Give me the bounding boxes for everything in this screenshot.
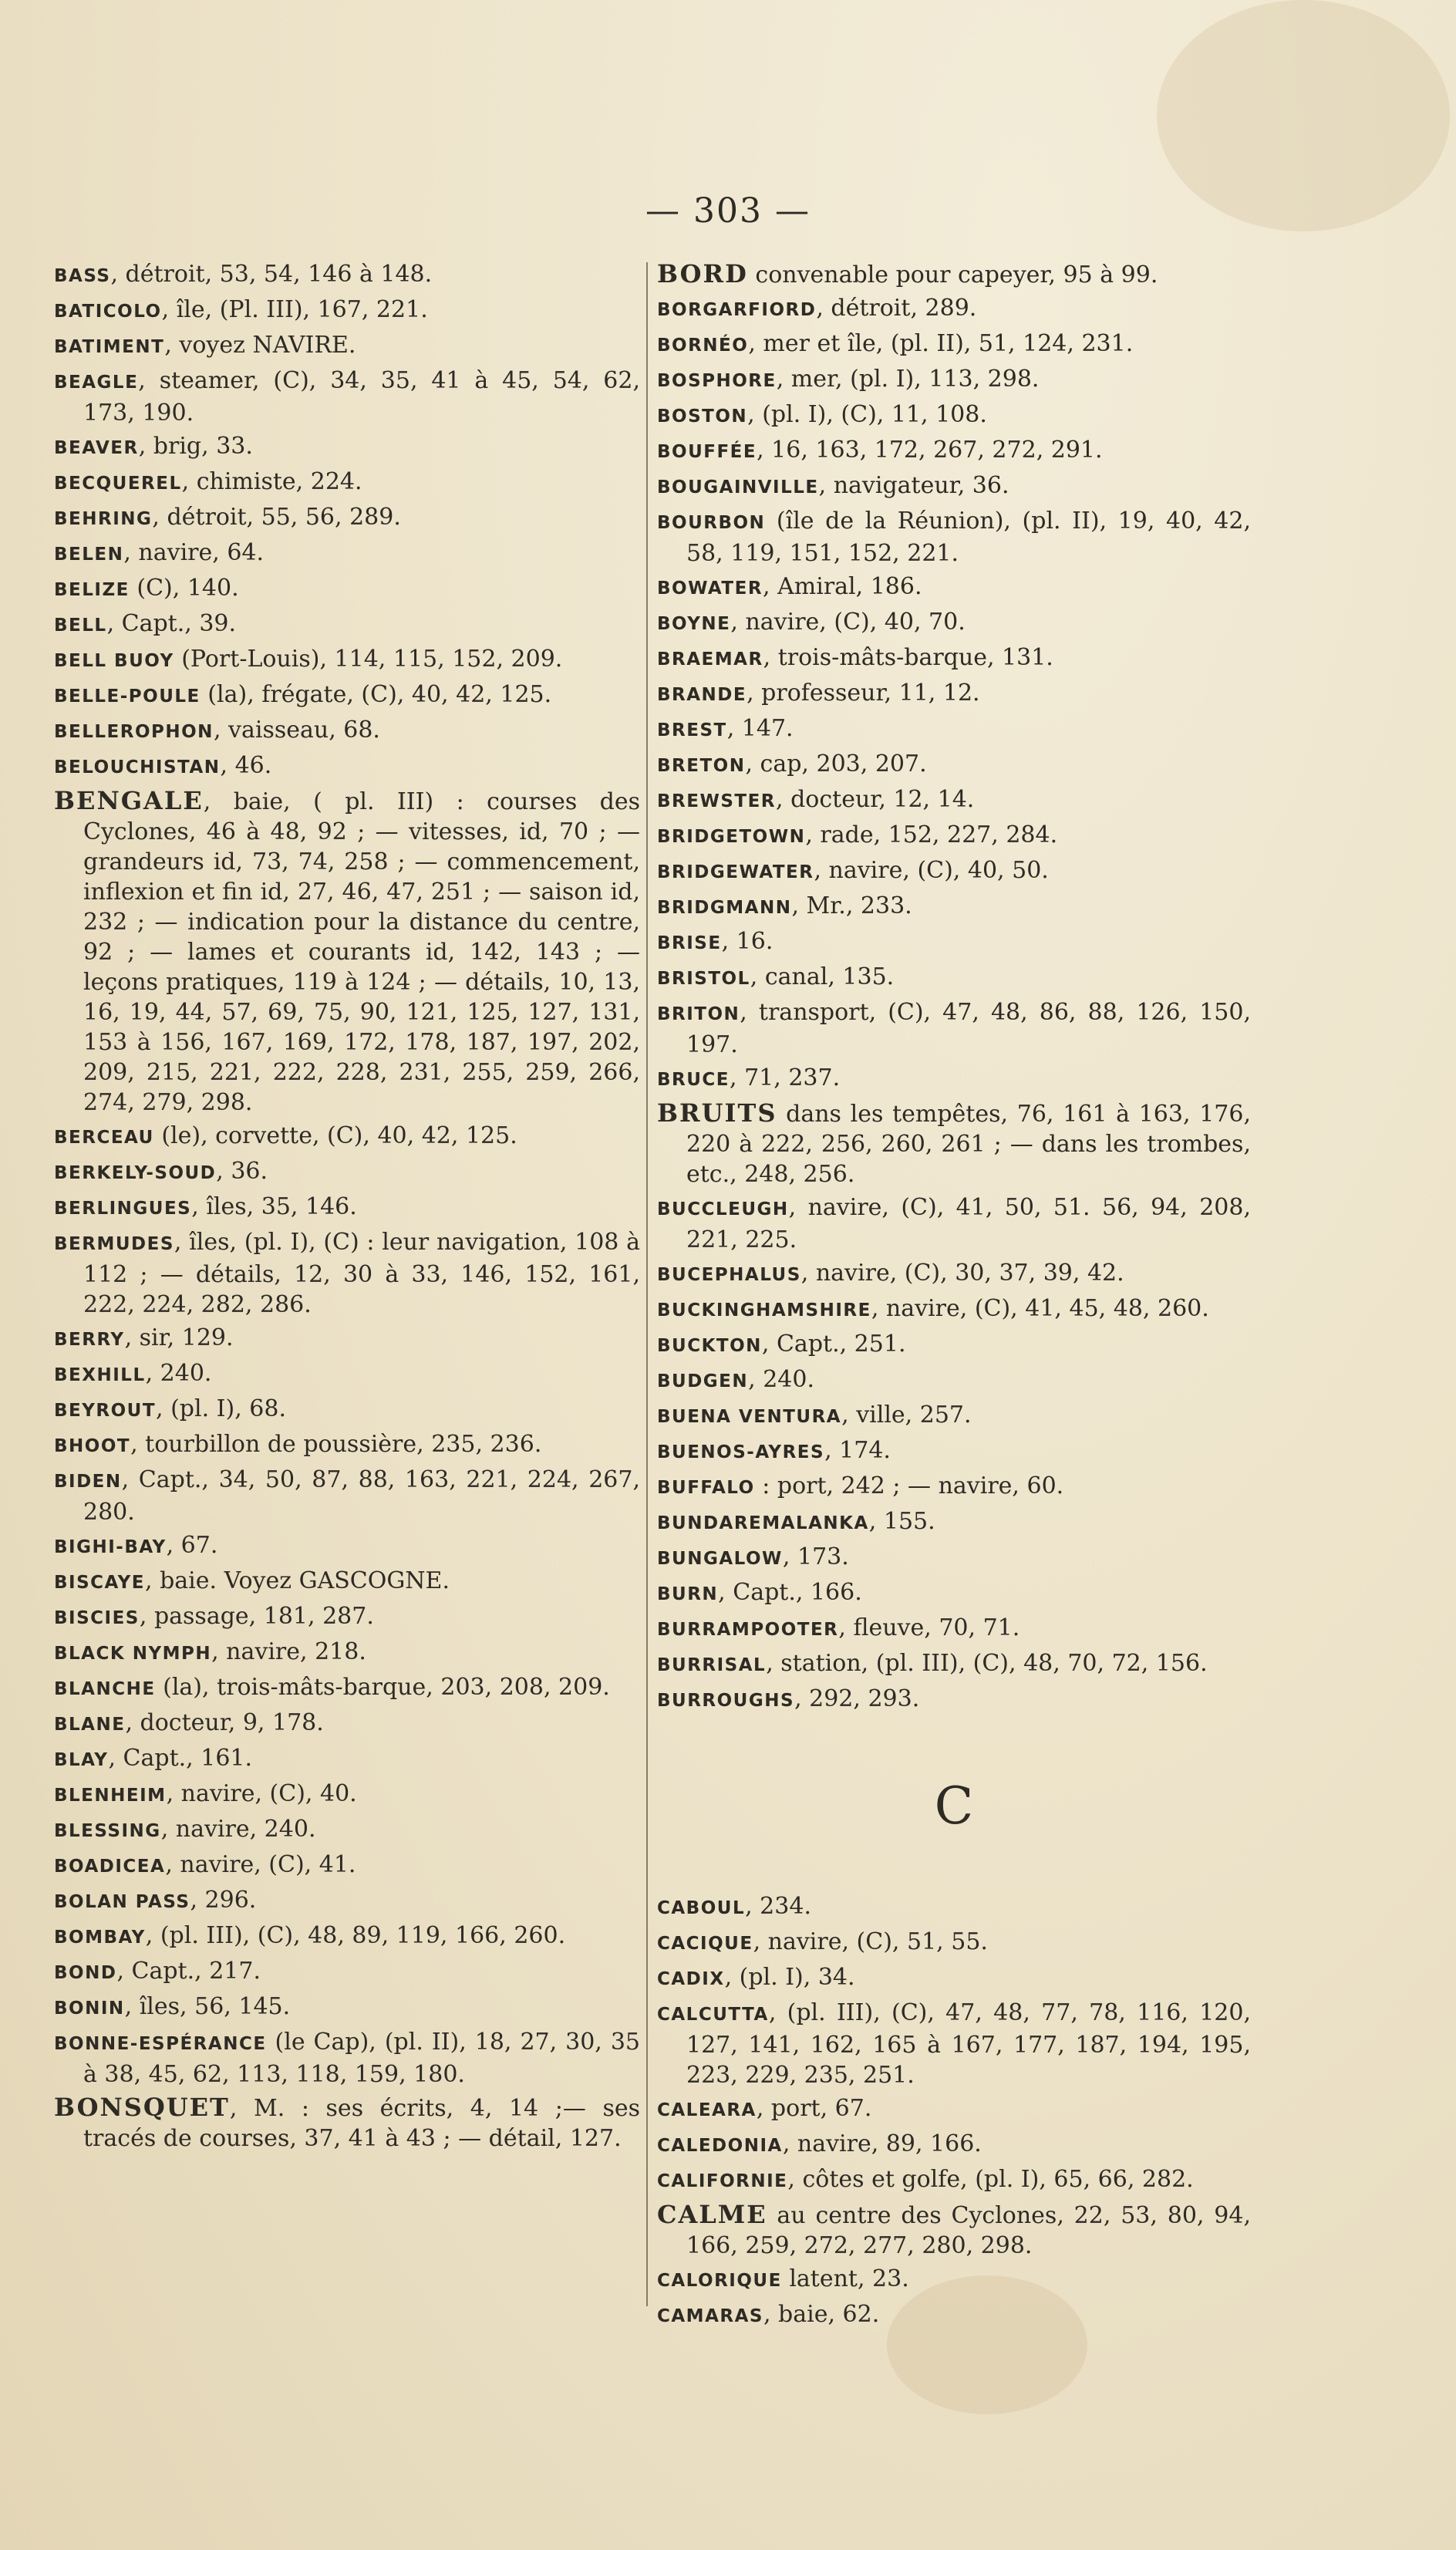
entry-heading: BASS xyxy=(54,266,111,286)
index-entry xyxy=(657,713,1251,746)
index-entry xyxy=(54,644,640,676)
index-entry xyxy=(54,1429,640,1462)
entry-heading: BRIDGEWATER xyxy=(657,862,814,882)
entry-heading: BUDGEN xyxy=(657,1371,749,1391)
entry-references: , îles, 35, 146. xyxy=(191,1193,357,1220)
entry-references: , Mr., 233. xyxy=(791,892,912,919)
entry-heading: BUCCLEUGH xyxy=(657,1199,789,1219)
entry-heading: CADIX xyxy=(657,1969,725,1989)
entry-references: , rade, 152, 227, 284. xyxy=(805,821,1058,848)
entry-references: , cap, 203, 207. xyxy=(745,750,927,777)
entry-heading: BLENHEIM xyxy=(54,1786,167,1806)
index-entry xyxy=(54,1779,640,1811)
entry-heading: BUENA VENTURA xyxy=(657,1407,842,1427)
index-entry xyxy=(657,784,1251,817)
index-entry xyxy=(657,572,1251,604)
index-column-right xyxy=(657,259,1251,2335)
entry-heading: BOMBAY xyxy=(54,1928,146,1948)
entry-heading: BERRY xyxy=(54,1330,125,1350)
index-entry xyxy=(657,364,1251,396)
index-entry xyxy=(54,1956,640,1988)
index-entry xyxy=(657,2164,1251,2197)
entry-references: , mer et île, (pl. II), 51, 124, 231. xyxy=(748,330,1134,357)
entry-references: , station, (pl. III), (C), 48, 70, 72, 156. xyxy=(766,1650,1208,1677)
entry-heading: BRIDGETOWN xyxy=(657,827,806,847)
index-entry xyxy=(657,1998,1251,2090)
index-entry xyxy=(54,295,640,327)
index-entry xyxy=(54,1850,640,1882)
entry-references: , navire, (C), 51, 55. xyxy=(753,1928,988,1955)
entry-references: , navire, 64. xyxy=(123,539,265,566)
entry-heading: BEAGLE xyxy=(54,373,139,393)
index-entry xyxy=(657,2299,1251,2332)
entry-references: , navire, 240. xyxy=(160,1816,316,1843)
index-entry xyxy=(54,1672,640,1705)
entry-references: (île de la Réunion), (pl. II), 19, 40, 42, 58, 119, 151, 152, 221. xyxy=(686,508,1251,567)
entry-heading: BUNDAREMALANKA xyxy=(657,1513,869,1533)
entry-references: , professeur, 11, 12. xyxy=(747,680,980,707)
entry-heading: BORNÉO xyxy=(657,336,749,356)
entry-heading: BONIN xyxy=(54,1999,125,2019)
entry-heading: BLACK NYMPH xyxy=(54,1644,212,1664)
entry-heading: BIDEN xyxy=(54,1472,122,1492)
index-entry xyxy=(657,1962,1251,1995)
index-entry xyxy=(54,1465,640,1527)
index-entry xyxy=(54,1394,640,1426)
entry-references: , (pl. I), 68. xyxy=(156,1395,287,1422)
entry-references: , Capt., 161. xyxy=(108,1745,253,1772)
entry-heading: BRUCE xyxy=(657,1070,730,1090)
index-entry xyxy=(54,1743,640,1776)
entry-references: , Capt., 34, 50, 87, 88, 163, 221, 224, 267, 280. xyxy=(83,1466,640,1526)
entry-heading: BEHRING xyxy=(54,509,153,529)
entry-heading: CALEDONIA xyxy=(657,2136,783,2156)
section-letter-c: C xyxy=(934,1776,974,1836)
entry-heading: BELOUCHISTAN xyxy=(54,757,221,777)
entry-references: , Capt., 217. xyxy=(116,1958,261,1985)
entry-references: (la), trois-mâts-barque, 203, 208, 209. xyxy=(155,1674,610,1701)
entry-heading: BOND xyxy=(54,1963,117,1983)
entry-references: , canal, 135. xyxy=(750,963,895,990)
entry-references: , côtes et golfe, (pl. I), 65, 66, 282. xyxy=(787,2166,1194,2193)
entry-references: (le Cap), (pl. II), 18, 27, 30, 35 à 38, 45, 62, 113, 118, 159, 180. xyxy=(83,2029,640,2088)
index-entry xyxy=(657,2129,1251,2161)
entry-references: , mer, (pl. I), 113, 298. xyxy=(776,366,1040,393)
index-entry xyxy=(657,1294,1251,1326)
index-entry xyxy=(657,1258,1251,1290)
index-entry xyxy=(54,1601,640,1634)
entry-references: , M. : ses écrits, 4, 14 ;— ses tracés de courses, 37, 41 à 43 ; — détail, 127. xyxy=(83,2095,640,2152)
index-entry xyxy=(54,538,640,570)
entry-heading: BOLAN PASS xyxy=(54,1892,190,1912)
entry-heading: BELLE-POULE xyxy=(54,686,201,707)
entry-references: , 292, 293. xyxy=(794,1685,920,1712)
entry-references: , 16. xyxy=(721,928,774,955)
entry-heading: BELL BUOY xyxy=(54,651,174,671)
entry-references: , 174. xyxy=(824,1437,891,1464)
entry-heading: BRITON xyxy=(657,1004,740,1024)
index-entry xyxy=(54,1814,640,1847)
entry-references: , navire, (C), 41, 50, 51. 56, 94, 208, 221, 225. xyxy=(686,1194,1251,1253)
index-entry xyxy=(54,330,640,363)
index-entry xyxy=(657,607,1251,639)
entry-heading: BERMUDES xyxy=(54,1234,174,1254)
entry-references: , Capt., 251. xyxy=(761,1331,906,1358)
index-entry xyxy=(54,750,640,783)
index-entry xyxy=(657,962,1251,994)
index-entry xyxy=(657,1364,1251,1397)
entry-heading: CAMARAS xyxy=(657,2306,763,2326)
entry-references: , chimiste, 224. xyxy=(181,468,362,495)
entry-references: , détroit, 53, 54, 146 à 148. xyxy=(110,261,433,288)
index-section-b xyxy=(657,259,1251,1716)
entry-references: , transport, (C), 47, 48, 86, 88, 126, 150, 197. xyxy=(686,999,1251,1058)
entry-references: : port, 242 ; — navire, 60. xyxy=(754,1472,1064,1499)
index-entry xyxy=(54,1992,640,2024)
entry-heading: BORD xyxy=(657,259,748,288)
entry-references: , baie, 62. xyxy=(763,2301,880,2328)
index-entry xyxy=(657,471,1251,503)
entry-heading: BUCKINGHAMSHIRE xyxy=(657,1300,871,1321)
entry-references: , steamer, (C), 34, 35, 41 à 45, 54, 62, 173, 190. xyxy=(83,367,640,427)
index-entry xyxy=(657,2264,1251,2296)
index-entry xyxy=(657,855,1251,888)
entry-references: , navire, (C), 41, 45, 48, 260. xyxy=(871,1295,1209,1322)
index-entry xyxy=(657,1542,1251,1574)
entry-references: (la), frégate, (C), 40, 42, 125. xyxy=(200,681,552,708)
index-entry xyxy=(657,643,1251,675)
index-entry xyxy=(657,1400,1251,1432)
index-entry xyxy=(657,2093,1251,2126)
entry-references: , port, 67. xyxy=(756,2095,872,2122)
index-entry xyxy=(54,1121,640,1153)
index-entry xyxy=(657,997,1251,1060)
entry-references: , 147. xyxy=(726,715,794,742)
entry-references: , navire, 218. xyxy=(211,1638,366,1665)
index-entry xyxy=(54,1530,640,1563)
entry-heading: BORGARFIORD xyxy=(657,300,817,320)
index-entry xyxy=(54,2027,640,2090)
entry-references: convenable pour capeyer, 95 à 99. xyxy=(747,261,1158,288)
entry-heading: BUCEPHALUS xyxy=(657,1265,801,1285)
entry-heading: BEAVER xyxy=(54,438,139,458)
entry-references: , navire, (C), 41. xyxy=(165,1851,356,1878)
entry-heading: BIGHI-BAY xyxy=(54,1537,167,1557)
entry-references: , Amiral, 186. xyxy=(763,573,922,600)
entry-references: , 234. xyxy=(745,1893,811,1920)
index-entry xyxy=(54,467,640,499)
index-entry xyxy=(54,680,640,712)
entry-heading: BUFFALO xyxy=(657,1478,755,1498)
index-entry xyxy=(657,329,1251,361)
entry-heading: CALEARA xyxy=(657,2100,757,2120)
index-entry xyxy=(54,502,640,535)
index-entry xyxy=(657,400,1251,432)
index-entry xyxy=(54,1323,640,1355)
entry-references: , voyez NAVIRE. xyxy=(164,332,356,359)
index-entry xyxy=(54,609,640,641)
entry-heading: BATIMENT xyxy=(54,337,165,357)
entry-references: , (pl. I), (C), 11, 108. xyxy=(747,401,987,428)
index-entry xyxy=(657,1192,1251,1255)
entry-references: , trois-mâts-barque, 131. xyxy=(763,644,1053,671)
entry-heading: BATICOLO xyxy=(54,302,162,322)
index-entry xyxy=(54,715,640,747)
entry-references: , vaisseau, 68. xyxy=(213,717,380,744)
entry-heading: BURROUGHS xyxy=(657,1691,795,1711)
index-entry xyxy=(657,1329,1251,1361)
entry-heading: CALIFORNIE xyxy=(657,2171,788,2191)
entry-heading: BUNGALOW xyxy=(657,1549,783,1569)
index-entry xyxy=(657,1648,1251,1681)
entry-heading: BRETON xyxy=(657,756,746,776)
index-entry xyxy=(657,1613,1251,1645)
entry-references: , 16, 163, 172, 267, 272, 291. xyxy=(757,437,1103,464)
entry-heading: CALORIQUE xyxy=(657,2271,782,2291)
entry-references: , 240. xyxy=(145,1360,212,1387)
entry-references: , (pl. III), (C), 48, 89, 119, 166, 260. xyxy=(145,1922,566,1949)
entry-heading: BOYNE xyxy=(657,614,731,634)
entry-heading: BECQUEREL xyxy=(54,474,182,494)
entry-heading: BRANDE xyxy=(657,685,747,705)
entry-heading: BURN xyxy=(657,1584,719,1604)
index-entry xyxy=(657,2200,1251,2261)
entry-heading: BREWSTER xyxy=(657,791,776,811)
entry-references: , 46. xyxy=(220,752,272,779)
index-entry xyxy=(657,1891,1251,1924)
index-entry xyxy=(657,820,1251,852)
entry-heading: BLANE xyxy=(54,1715,126,1735)
entry-references: , 296. xyxy=(190,1887,257,1914)
entry-heading: BLAY xyxy=(54,1750,109,1770)
entry-heading: BELEN xyxy=(54,545,124,565)
entry-references: , sir, 129. xyxy=(124,1324,234,1351)
entry-heading: BONNE-ESPÉRANCE xyxy=(54,2034,267,2054)
entry-heading: BRAEMAR xyxy=(657,649,763,670)
entry-references: latent, 23. xyxy=(781,2265,909,2292)
entry-heading: BELLEROPHON xyxy=(54,722,214,742)
entry-heading: BOURBON xyxy=(657,513,766,533)
entry-references: , 36. xyxy=(216,1158,268,1185)
entry-references: , 240. xyxy=(748,1366,815,1393)
index-column-left xyxy=(54,259,640,2157)
entry-references: , détroit, 289. xyxy=(816,295,977,322)
index-entry xyxy=(54,1921,640,1953)
index-entry xyxy=(657,506,1251,568)
entry-heading: BONSQUET xyxy=(54,2093,230,2122)
entry-references: (Port-Louis), 114, 115, 152, 209. xyxy=(174,646,563,673)
index-entry xyxy=(54,431,640,464)
entry-references: , 67. xyxy=(166,1532,218,1559)
entry-heading: BLESSING xyxy=(54,1821,161,1841)
entry-references: , détroit, 55, 56, 289. xyxy=(152,504,401,531)
entry-references: , (pl. III), (C), 47, 48, 77, 78, 116, 120, 127, 141, 162, 165 à 167, 177, 187, 194, 195, 223, 229, 235, 251. xyxy=(686,1999,1251,2089)
entry-references: , navire, (C), 40, 70. xyxy=(730,609,966,636)
entry-references: , navigateur, 36. xyxy=(818,472,1009,499)
entry-references: , 173. xyxy=(782,1543,849,1570)
entry-heading: BOADICEA xyxy=(54,1857,166,1877)
entry-heading: BENGALE xyxy=(54,786,204,815)
index-entry xyxy=(54,2093,640,2154)
entry-heading: BOUGAINVILLE xyxy=(657,477,819,498)
index-entry xyxy=(54,1192,640,1224)
entry-references: (C), 140. xyxy=(129,575,239,602)
index-entry xyxy=(54,573,640,605)
index-entry xyxy=(657,1927,1251,1959)
index-entry xyxy=(657,749,1251,781)
entry-heading: BERCEAU xyxy=(54,1128,154,1148)
entry-heading: BEYROUT xyxy=(54,1401,157,1421)
entry-references: , île, (Pl. III), 167, 221. xyxy=(161,296,428,323)
entry-references: , navire, (C), 30, 37, 39, 42. xyxy=(800,1260,1124,1287)
entry-heading: CALCUTTA xyxy=(657,2005,769,2025)
entry-heading: CABOUL xyxy=(657,1898,746,1918)
entry-references: , navire, 89, 166. xyxy=(782,2130,982,2157)
entry-references: au centre des Cyclones, 22, 53, 80, 94, 166, 259, 272, 277, 280, 298. xyxy=(686,2202,1251,2259)
entry-references: dans les tempêtes, 76, 161 à 163, 176, 220 à 222, 256, 260, 261 ; — dans les trombes, etc., 248, 256. xyxy=(686,1101,1251,1188)
index-entry xyxy=(657,259,1251,290)
entry-heading: BERKELY-SOUD xyxy=(54,1163,217,1183)
entry-references: , baie, ( pl. III) : courses des Cyclones, 46 à 48, 92 ; — vitesses, id, 70 ; — grandeurs id, 73, 74, 258 ; — commencement, inflexion et fin id, 27, 46, 47, 251 ; — saison id, 232 ; — indication pour la distance du centre, 92 ; — lames et courants id, 142, 143 ; — leçons pratiques, 119 à 124 ; — détails, 10, 13, 16, 19, 44, 57, 69, 75, 90, 121, 125, 127, 131, 153 à 156, 167, 169, 172, 178, 187, 197, 202, 209, 215, 221, 222, 228, 231, 255, 259, 266, 274, 279, 298. xyxy=(83,788,640,1116)
entry-heading: BURRISAL xyxy=(657,1655,767,1675)
entry-references: , (pl. I), 34. xyxy=(724,1964,855,1991)
index-entry xyxy=(657,293,1251,325)
index-entry xyxy=(657,1684,1251,1716)
entry-references: , Capt., 39. xyxy=(106,610,237,637)
entry-heading: BUENOS-AYRES xyxy=(657,1442,825,1462)
index-entry xyxy=(54,366,640,428)
entry-references: , 155. xyxy=(868,1508,935,1535)
entry-heading: BEXHILL xyxy=(54,1365,146,1385)
index-entry xyxy=(54,1227,640,1320)
entry-heading: BERLINGUES xyxy=(54,1199,192,1219)
entry-heading: BISCAYE xyxy=(54,1573,145,1593)
index-entry xyxy=(54,1885,640,1918)
entry-heading: BISCIES xyxy=(54,1608,140,1628)
entry-heading: BRISTOL xyxy=(657,969,750,989)
index-entry xyxy=(657,1098,1251,1189)
index-entry xyxy=(657,1471,1251,1503)
index-entry xyxy=(54,1708,640,1740)
entry-heading: BOSPHORE xyxy=(657,371,777,391)
entry-heading: BRISE xyxy=(657,933,722,953)
entry-references: , fleuve, 70, 71. xyxy=(838,1614,1020,1641)
index-entry xyxy=(54,1637,640,1669)
entry-heading: BOUFFÉE xyxy=(657,442,757,462)
index-entry xyxy=(657,1435,1251,1468)
entry-references: , îles, (pl. I), (C) : leur navigation, 108 à 112 ; — détails, 12, 30 à 33, 146, 152, 161, 222, 224, 282, 286. xyxy=(83,1229,640,1318)
index-section-c xyxy=(657,1891,1251,2332)
entry-heading: BRUITS xyxy=(657,1098,777,1128)
entry-heading: BUCKTON xyxy=(657,1336,762,1356)
index-entry xyxy=(657,1506,1251,1539)
index-entry xyxy=(657,435,1251,467)
entry-heading: CACIQUE xyxy=(657,1934,753,1954)
index-entry xyxy=(657,891,1251,923)
index-entry xyxy=(657,678,1251,710)
index-entry xyxy=(657,926,1251,959)
entry-references: , passage, 181, 287. xyxy=(139,1603,374,1630)
entry-heading: BHOOT xyxy=(54,1436,131,1456)
index-entry xyxy=(54,1566,640,1598)
entry-references: , baie. Voyez GASCOGNE. xyxy=(145,1567,450,1594)
entry-heading: BELL xyxy=(54,616,107,636)
entry-heading: BOSTON xyxy=(657,406,748,427)
entry-references: , Capt., 166. xyxy=(718,1579,862,1606)
entry-references: , 71, 237. xyxy=(730,1064,841,1091)
entry-references: , tourbillon de poussière, 235, 236. xyxy=(130,1431,542,1458)
entry-heading: BRIDGMANN xyxy=(657,898,792,918)
column-divider xyxy=(646,262,648,2306)
entry-references: , navire, (C), 40, 50. xyxy=(814,857,1049,884)
entry-heading: BREST xyxy=(657,720,727,740)
entry-references: , docteur, 12, 14. xyxy=(776,786,975,813)
entry-references: , îles, 56, 145. xyxy=(124,1993,291,2020)
entry-heading: BLANCHE xyxy=(54,1679,156,1699)
entry-heading: BOWATER xyxy=(657,578,763,599)
page-number: — 303 — xyxy=(645,191,811,231)
entry-heading: BURRAMPOOTER xyxy=(657,1620,839,1640)
index-entry xyxy=(657,1063,1251,1095)
index-entry xyxy=(657,1577,1251,1610)
entry-references: (le), corvette, (C), 40, 42, 125. xyxy=(153,1122,517,1149)
index-entry xyxy=(54,259,640,292)
entry-references: , docteur, 9, 178. xyxy=(125,1709,324,1736)
index-entry xyxy=(54,786,640,1118)
entry-references: , brig, 33. xyxy=(138,433,253,460)
index-entry xyxy=(54,1358,640,1391)
index-entry xyxy=(54,1156,640,1189)
entry-heading: BELIZE xyxy=(54,580,130,600)
entry-references: , navire, (C), 40. xyxy=(166,1780,357,1807)
entry-heading: CALME xyxy=(657,2200,767,2229)
entry-references: , ville, 257. xyxy=(841,1401,972,1428)
